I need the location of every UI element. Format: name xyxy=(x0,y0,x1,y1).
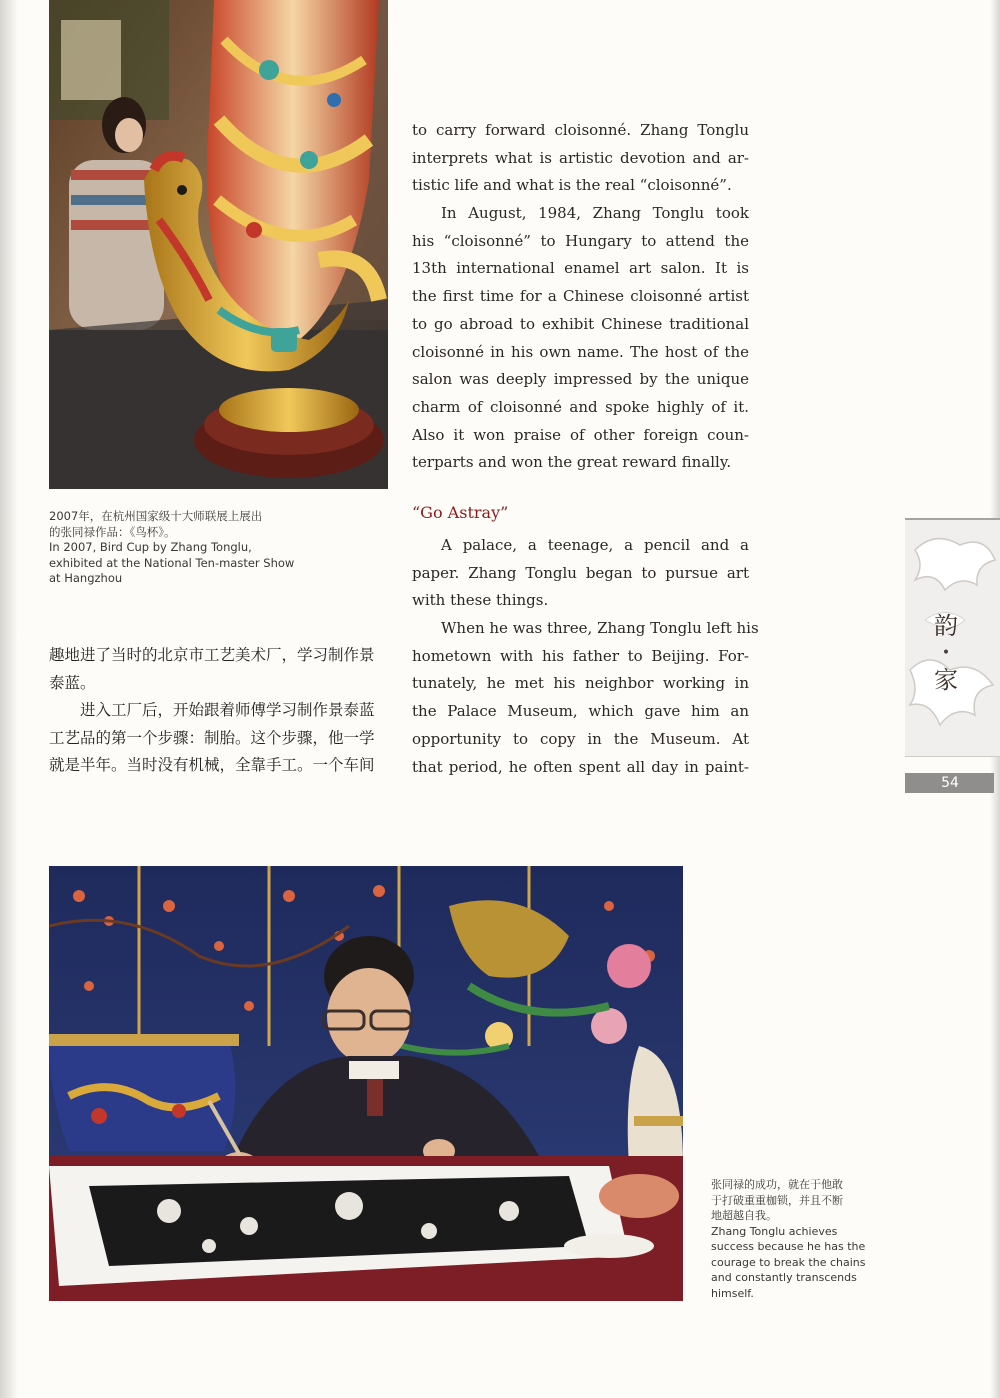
zh-body-line: 进入工厂后，开始跟着师傅学习制作景泰蓝 xyxy=(80,701,375,719)
body-line: tistic life and what is the real “cloisonné”. xyxy=(412,176,732,195)
caption-zh-line: 张同禄的成功，就在于他敢 xyxy=(711,1178,843,1191)
body-line: paper. Zhang Tonglu began to pursue art xyxy=(412,563,749,582)
side-tab-char-top: 韵 xyxy=(934,612,958,640)
side-tab-separator: • xyxy=(941,645,951,661)
artist-painting-photo xyxy=(49,866,683,1301)
caption-en-line: Zhang Tonglu achieves xyxy=(711,1224,838,1238)
side-tab-char-bottom: 家 xyxy=(934,666,958,694)
zh-body-line: 就是半年。当时没有机械，全靠手工。一个车间 xyxy=(49,756,375,774)
body-line: salon was deeply impressed by the unique xyxy=(412,370,749,389)
body-line: charm of cloisonné and spoke highly of it. xyxy=(412,397,749,416)
section-heading: “Go Astray” xyxy=(412,503,509,522)
scan-shadow-left xyxy=(0,0,18,1398)
body-line: hometown with his father to Beijing. For- xyxy=(412,646,749,665)
caption-zh-line: 的张同禄作品：《鸟杯》。 xyxy=(49,524,176,539)
body-line: to go abroad to exhibit Chinese traditional xyxy=(412,314,749,333)
english-body-text-2 xyxy=(412,532,759,781)
body-line: with these things. xyxy=(412,591,549,610)
body-line: tunately, he met his neighbor working in xyxy=(412,674,749,693)
zh-body-line: 趣地进了当时的北京市工艺美术厂，学习制作景 xyxy=(49,646,375,664)
body-line: interprets what is artistic devotion and ar- xyxy=(412,148,749,167)
artist-caption xyxy=(711,1177,871,1301)
caption-en-line: exhibited at the National Ten-master Show xyxy=(49,555,295,570)
caption-en-line: success because he has the xyxy=(711,1240,866,1253)
body-line: his “cloisonné” to Hungary to attend the xyxy=(412,231,749,250)
chinese-body-text xyxy=(49,642,389,780)
body-line: opportunity to copy in the Museum. At xyxy=(412,729,749,748)
english-body-text xyxy=(412,117,749,477)
body-line: the Palace Museum, which gave him an xyxy=(412,702,749,721)
caption-en-line: and constantly transcends xyxy=(711,1271,857,1284)
body-line: In August, 1984, Zhang Tonglu took xyxy=(441,204,749,223)
caption-en-line: In 2007, Bird Cup by Zhang Tonglu, xyxy=(49,540,252,554)
page-number: 54 xyxy=(941,775,959,791)
caption-en-line: courage to break the chains xyxy=(711,1255,866,1269)
bird-cup-caption xyxy=(49,509,295,587)
body-line: cloisonné in his own name. The host of the xyxy=(412,342,749,361)
body-line: Also it won praise of other foreign coun- xyxy=(412,425,749,444)
zh-body-line: 工艺品的第一个步骤：制胎。这个步骤，他一学 xyxy=(49,728,375,747)
body-line: to carry forward cloisonné. Zhang Tonglu xyxy=(412,121,749,139)
caption-zh-line: 2007年，在杭州国家级十大师联展上展出 xyxy=(49,509,263,523)
section-side-tab xyxy=(905,518,1000,757)
caption-zh-line: 于打破重重枷锁，并且不断 xyxy=(711,1193,843,1207)
body-line: terparts and won the great reward finally. xyxy=(412,453,732,472)
body-line: A palace, a teenage, a pencil and a xyxy=(441,536,749,554)
bird-cup-photo xyxy=(49,0,388,489)
body-line: When he was three, Zhang Tonglu left his xyxy=(441,619,759,638)
body-line: the first time for a Chinese cloisonné artist xyxy=(412,287,749,306)
zh-body-line: 泰蓝。 xyxy=(49,673,96,692)
body-line: that period, he often spent all day in paint- xyxy=(412,757,749,776)
caption-en-line: at Hangzhou xyxy=(49,571,123,585)
caption-en-line: himself. xyxy=(711,1286,754,1300)
side-tab-label xyxy=(929,608,963,698)
caption-zh-line: 地超越自我。 xyxy=(711,1209,777,1222)
body-line: 13th international enamel art salon. It is xyxy=(412,259,749,278)
